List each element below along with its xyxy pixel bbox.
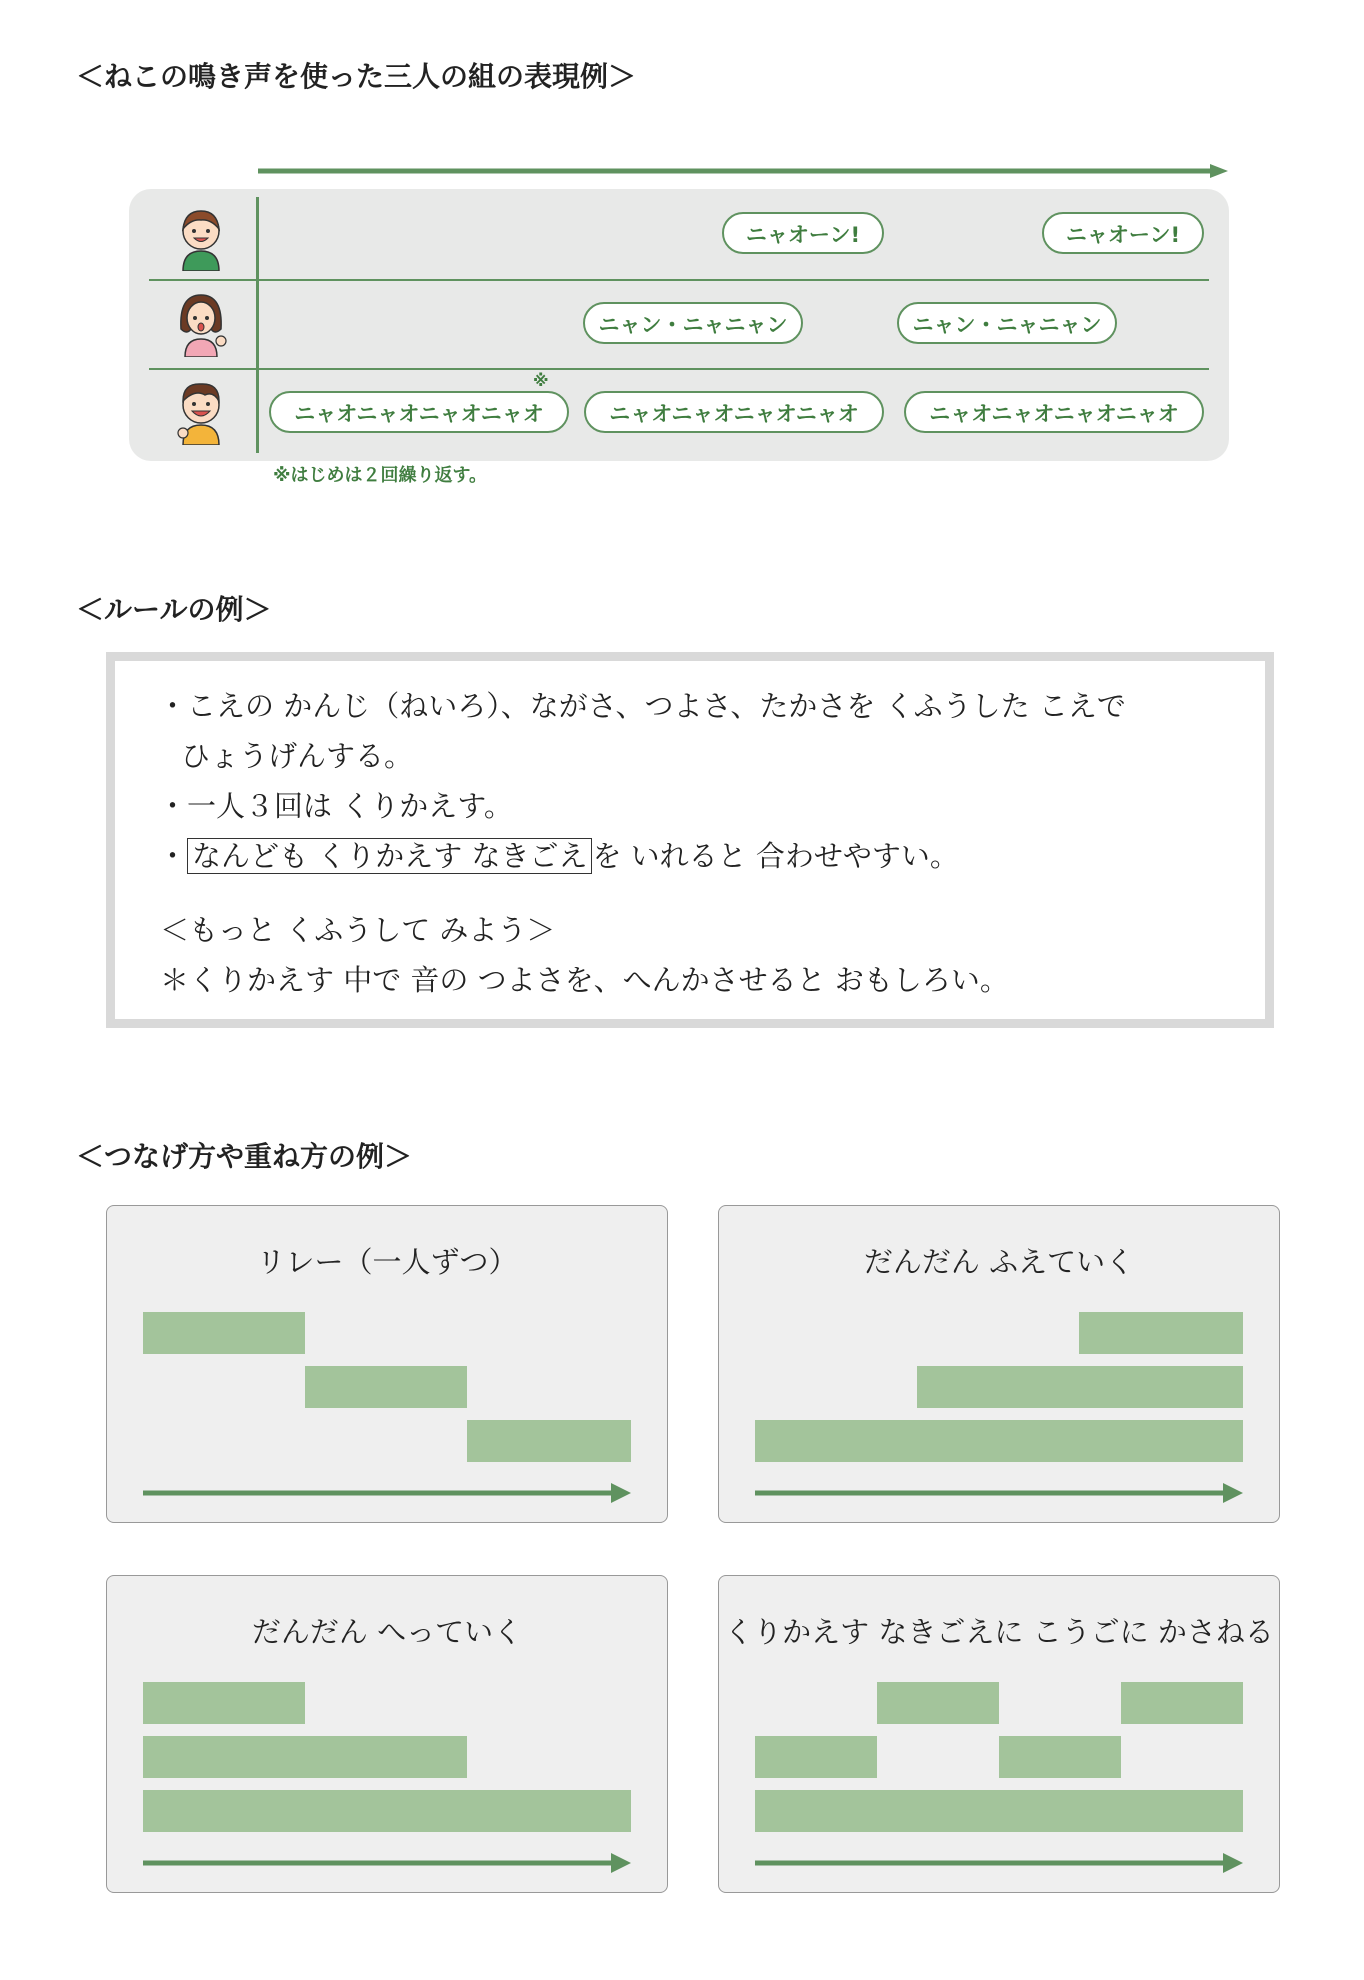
rule-item: [158, 834, 959, 875]
rule-item: ・一人３回は くりかえす。: [158, 789, 513, 823]
voice-bar: [143, 1790, 631, 1832]
card-title: リレー（一人ずつ）: [256, 1245, 518, 1279]
voice-pill: ニャオーン!: [722, 212, 884, 254]
voice-pill: ニャン・ニャニャン: [897, 302, 1117, 344]
voice-bar: [755, 1790, 1243, 1832]
patterns-heading: ＜つなげ方や重ね方の例＞: [76, 1140, 413, 1173]
voice-bar: [143, 1682, 305, 1724]
voice-pill: ニャオニャオニャオニャオ: [904, 391, 1204, 433]
pattern-card-relay: [106, 1205, 668, 1523]
footnote: ※はじめは２回繰り返す。: [273, 465, 488, 486]
voices-heading: ＜ねこの鳴き声を使った三人の組の表現例＞: [76, 60, 637, 93]
card-title: だんだん へっていく: [251, 1615, 523, 1649]
panel-divider: [256, 197, 259, 453]
pattern-card-decreasing: [106, 1575, 668, 1893]
rule-box: [106, 652, 1274, 1028]
girl-pink-shirt-icon: [175, 289, 227, 357]
voice-panel: [129, 189, 1229, 461]
voice-bar: [1121, 1682, 1243, 1724]
voice-pill: ニャオーン!: [1042, 212, 1204, 254]
voice-bar: [305, 1366, 467, 1408]
voice-pill: ニャン・ニャニャン: [583, 302, 803, 344]
voice-bar: [467, 1420, 631, 1462]
time-arrow-icon: [755, 1482, 1243, 1504]
voice-bar: [143, 1736, 467, 1778]
voice-bar: [755, 1736, 877, 1778]
rule-bullet: ・: [158, 839, 188, 873]
boy-green-shirt-icon: [175, 203, 227, 271]
pattern-card-increasing: [718, 1205, 1280, 1523]
voice-bar: [143, 1312, 305, 1354]
voice-bar: [1079, 1312, 1243, 1354]
card-title: だんだん ふえていく: [863, 1245, 1135, 1279]
pattern-card-alternating: [718, 1575, 1280, 1893]
voice-bar: [755, 1420, 1243, 1462]
rule-suffix: を いれると 合わせやすい。: [592, 839, 959, 873]
card-title: くりかえす なきごえに こうごに かさねる: [724, 1615, 1274, 1649]
time-arrow-icon: [143, 1852, 631, 1874]
rule-item-continued: ひょうげんする。: [181, 739, 414, 773]
highlight-box: なんども くりかえす なきごえ: [187, 838, 592, 874]
more-heading: ＜もっと くふうして みよう＞: [160, 913, 556, 947]
voice-bar: [917, 1366, 1243, 1408]
voice-bar: [877, 1682, 999, 1724]
time-arrow-icon: [755, 1852, 1243, 1874]
rule-item: ・こえの かんじ（ねいろ）、ながさ、つよさ、たかさを くふうした こえで: [158, 689, 1126, 723]
more-text: ＊くりかえす 中で 音の つよさを、へんかさせると おもしろい。: [160, 963, 1009, 997]
voice-pill: ニャオニャオニャオニャオ: [269, 391, 569, 433]
voice-pill: ニャオニャオニャオニャオ: [584, 391, 884, 433]
repeat-mark: ※: [533, 371, 549, 390]
voice-bar: [999, 1736, 1121, 1778]
rules-heading: ＜ルールの例＞: [76, 593, 272, 626]
row-divider: [149, 368, 1209, 370]
time-arrow-icon: [143, 1482, 631, 1504]
timeline-arrow-icon: [258, 164, 1228, 178]
row-divider: [149, 279, 1209, 281]
boy-yellow-shirt-icon: [175, 377, 227, 445]
